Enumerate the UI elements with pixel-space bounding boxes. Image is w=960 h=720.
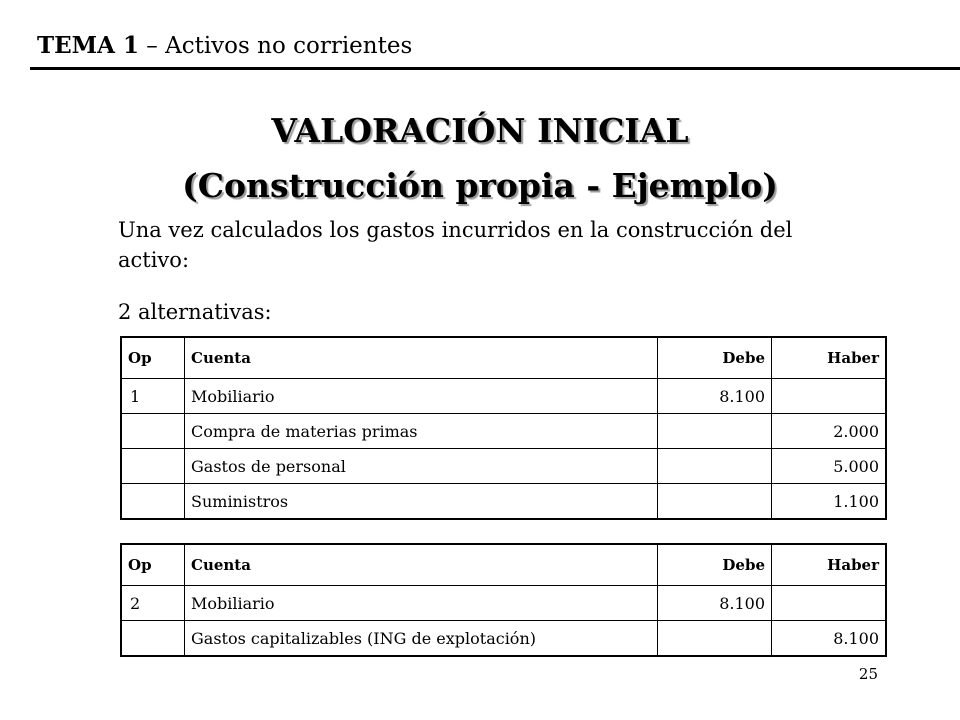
column-header-op: Op: [121, 337, 185, 379]
cell-op: [121, 484, 185, 520]
page-number: 25: [858, 665, 878, 683]
topic-number: TEMA 1: [37, 32, 139, 59]
column-header-debe: Debe: [658, 337, 772, 379]
column-header-cuenta: Cuenta: [185, 337, 658, 379]
cell-op: 2: [121, 586, 185, 621]
column-header-cuenta: Cuenta: [185, 544, 658, 586]
cell-haber: 5.000: [772, 449, 887, 484]
cell-op: [121, 621, 185, 657]
cell-haber: 1.100: [772, 484, 887, 520]
column-header-op: Op: [121, 544, 185, 586]
cell-debe: [658, 621, 772, 657]
journal-entry-table-1: [120, 336, 887, 520]
cell-cuenta: Gastos capitalizables (ING de explotación): [185, 621, 658, 657]
column-header-debe: Debe: [658, 544, 772, 586]
cell-haber: 2.000: [772, 414, 887, 449]
cell-debe: 8.100: [658, 586, 772, 621]
cell-op: [121, 414, 185, 449]
table-row: [121, 379, 886, 414]
cell-debe: [658, 414, 772, 449]
table-row: [121, 414, 886, 449]
slide-subtitle: (Construcción propia - Ejemplo): [182, 166, 778, 205]
column-header-haber: Haber: [772, 544, 887, 586]
table-header-row: [121, 544, 886, 586]
table-row: [121, 484, 886, 520]
header-divider: [30, 67, 960, 70]
cell-op: [121, 449, 185, 484]
cell-op: 1: [121, 379, 185, 414]
cell-cuenta: Compra de materias primas: [185, 414, 658, 449]
cell-haber: [772, 586, 887, 621]
topic-name: – Activos no corrientes: [138, 33, 413, 59]
cell-cuenta: Gastos de personal: [185, 449, 658, 484]
slide-title: VALORACIÓN INICIAL: [271, 111, 689, 150]
cell-haber: 8.100: [772, 621, 887, 657]
cell-debe: [658, 449, 772, 484]
section-header: [37, 30, 412, 62]
cell-cuenta: Mobiliario: [185, 586, 658, 621]
alternatives-label: 2 alternativas:: [118, 300, 272, 324]
column-header-haber: Haber: [772, 337, 887, 379]
cell-haber: [772, 379, 887, 414]
table-row: [121, 621, 886, 657]
cell-debe: [658, 484, 772, 520]
cell-cuenta: Mobiliario: [185, 379, 658, 414]
cell-debe: 8.100: [658, 379, 772, 414]
table-row: [121, 586, 886, 621]
intro-text: Una vez calculados los gastos incurridos en la construcción del activo:: [118, 218, 793, 272]
cell-cuenta: Suministros: [185, 484, 658, 520]
table-row: [121, 449, 886, 484]
table-header-row: [121, 337, 886, 379]
journal-entry-table-2: [120, 543, 887, 657]
